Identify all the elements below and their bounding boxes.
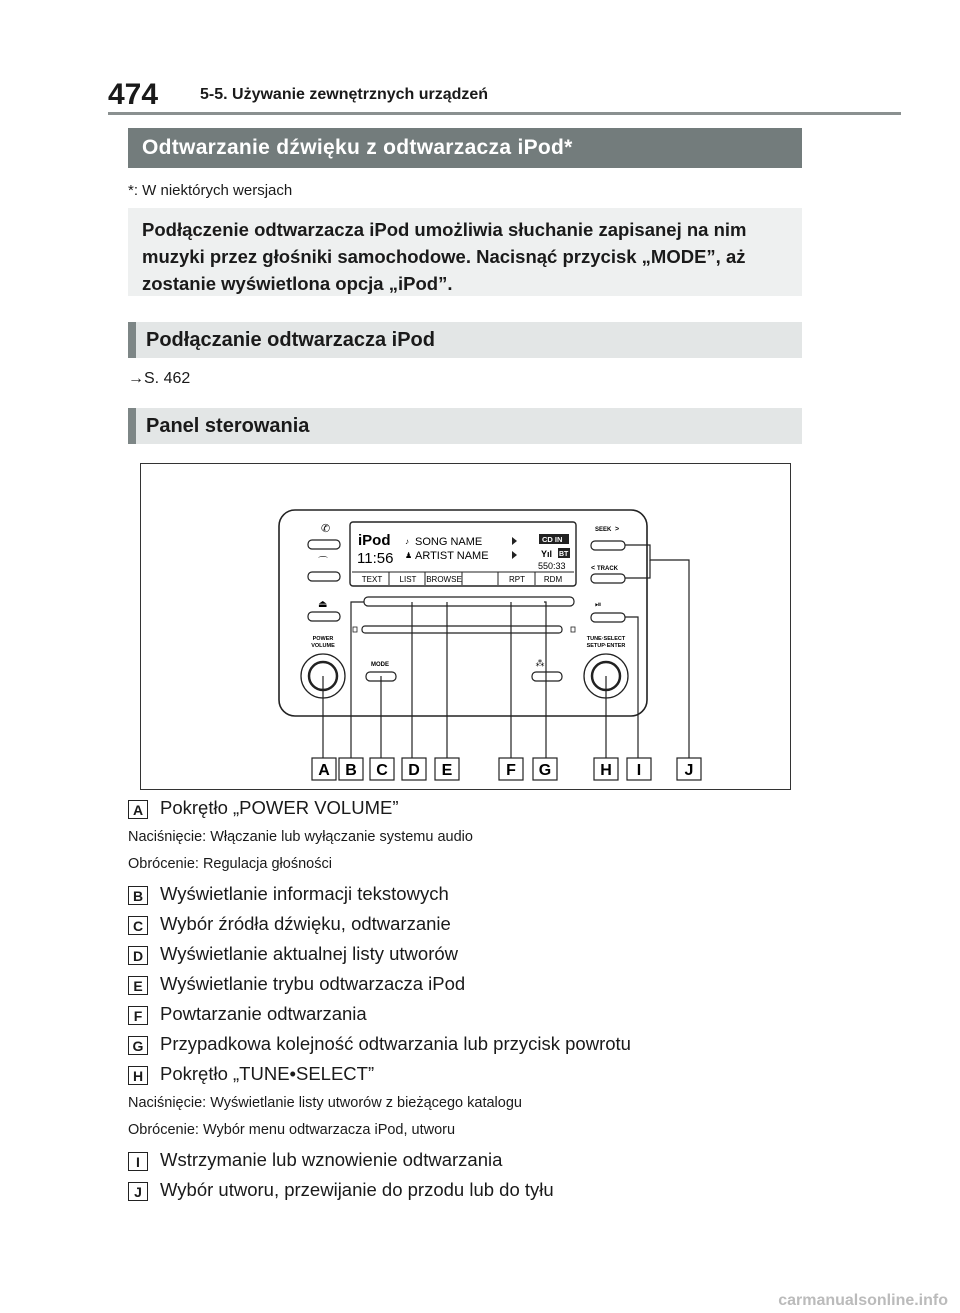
footer-watermark: carmanualsonline.info	[778, 1292, 948, 1309]
eject-button[interactable]	[308, 612, 340, 621]
softkey-rpt: RPT	[509, 575, 525, 584]
artist-name: ARTIST NAME	[415, 550, 489, 562]
softkey-rdm: RDM	[543, 575, 563, 584]
callout-b: B	[345, 762, 357, 779]
bt-text: BT	[559, 551, 569, 558]
legend-text: Powtarzanie odtwarzania	[160, 1003, 367, 1024]
intro-box: Podłączenie odtwarzacza iPod umożliwia słuchanie zapisanej na nim muzyki przez głośniki samochodowe. Nacisnąć przycisk „MODE”, aż zostanie wyświetlona opcja „iPod”.	[128, 208, 802, 296]
song-name: SONG NAME	[415, 536, 483, 548]
phone-icon: ✆	[321, 523, 331, 535]
note-icon: ♪	[405, 537, 409, 546]
display-time: 11:56	[357, 550, 394, 567]
hangup-button[interactable]	[308, 572, 340, 581]
tune-label-2: SETUP·ENTER	[586, 643, 626, 649]
legend-label: F	[128, 1006, 148, 1025]
power-label-2: VOLUME	[311, 643, 335, 649]
reference-text: S. 462	[144, 370, 191, 387]
section-panel-title: Panel sterowania	[128, 408, 802, 444]
legend-label: E	[128, 976, 148, 995]
track-label: TRACK	[597, 566, 618, 572]
mode-label: MODE	[371, 662, 389, 668]
section-connect-title: Podłączanie odtwarzacza iPod	[128, 322, 802, 358]
legend-sub: Naciśnięcie: Wyświetlanie listy utworów z bieżącego katalogu	[128, 1095, 522, 1111]
random-icon: ⁂	[535, 658, 545, 668]
callout-a: A	[318, 762, 330, 779]
legend-label: D	[128, 946, 148, 965]
legend-item-a	[128, 797, 399, 819]
legend-text: Pokrętło „POWER VOLUME”	[160, 797, 399, 818]
callout-letters	[312, 758, 701, 780]
track-arrow-icon: <	[591, 565, 596, 572]
section-title-bar: Odtwarzanie dźwięku z odtwarzacza iPod*	[128, 128, 802, 168]
display-source: iPod	[358, 532, 391, 549]
legend-item-i	[128, 1149, 502, 1171]
footnote: *: W niektórych wersjach	[128, 182, 293, 199]
seek-label: SEEK	[595, 527, 612, 533]
callout-f: F	[506, 762, 516, 779]
legend-item-e	[128, 973, 465, 995]
callout-g: G	[538, 762, 552, 779]
softkey-text: TEXT	[361, 575, 383, 584]
header-rule	[108, 112, 901, 115]
track-button[interactable]	[591, 574, 625, 583]
callout-j: J	[684, 762, 694, 779]
phone-button[interactable]	[308, 540, 340, 549]
random-button[interactable]	[532, 672, 562, 681]
arrow-icon: →	[128, 370, 144, 387]
legend-label: B	[128, 886, 148, 905]
callout-e: E	[441, 762, 453, 779]
softkey-browse: BROWSE	[426, 575, 462, 584]
legend-item-g	[128, 1033, 631, 1055]
legend-text: Wstrzymanie lub wznowienie odtwarzania	[160, 1149, 503, 1170]
tune-label-1: TUNE·SELECT	[586, 636, 626, 642]
eject-icon: ⏏	[318, 599, 328, 610]
seek-arrow-icon: >	[615, 526, 620, 533]
control-panel-figure	[140, 463, 791, 790]
legend-label: G	[128, 1036, 148, 1055]
legend-text: Wybór źródła dźwięku, odtwarzanie	[160, 913, 451, 934]
legend-item-h	[128, 1063, 374, 1085]
power-label-1: POWER	[312, 636, 334, 642]
track-time: 550:33	[538, 561, 566, 571]
callout-d: D	[408, 762, 420, 779]
legend-text: Wyświetlanie aktualnej listy utworów	[160, 943, 459, 964]
legend-item-d	[128, 943, 458, 965]
callout-i: I	[636, 762, 642, 779]
legend-sub: Obrócenie: Wybór menu odtwarzacza iPod, utworu	[128, 1122, 456, 1138]
legend-label: C	[128, 916, 148, 935]
seek-button[interactable]	[591, 541, 625, 550]
cd-in-text: CD IN	[542, 535, 563, 544]
softkey-list: LIST	[399, 575, 417, 584]
legend-text: Wyświetlanie trybu odtwarzacza iPod	[160, 973, 466, 994]
callout-h: H	[600, 762, 612, 779]
play-pause-icon: ⏯	[595, 600, 602, 609]
legend-sub: Naciśnięcie: Włączanie lub wyłączanie systemu audio	[128, 829, 473, 845]
legend-sub: Obrócenie: Regulacja głośności	[128, 856, 332, 872]
legend-label: H	[128, 1066, 148, 1085]
legend-item-c	[128, 913, 451, 935]
hangup-icon: ⌒	[318, 557, 328, 568]
softkey-button-strip[interactable]	[364, 597, 574, 606]
legend-text: Wyświetlanie informacji tekstowych	[160, 883, 449, 904]
page-number: 474	[108, 78, 159, 111]
page-reference[interactable]	[128, 370, 190, 388]
legend-text: Przypadkowa kolejność odtwarzania lub przycisk powrotu	[160, 1033, 631, 1054]
legend-item-b	[128, 883, 449, 905]
legend-text: Wybór utworu, przewijanie do przodu lub do tyłu	[160, 1179, 554, 1200]
legend-label: I	[128, 1152, 148, 1171]
signal-icon: Yıl	[541, 549, 553, 559]
legend-label: A	[128, 800, 148, 819]
cd-slot	[362, 626, 562, 633]
legend-item-j	[128, 1179, 554, 1201]
legend-item-f	[128, 1003, 367, 1025]
chapter-title: 5-5. Używanie zewnętrznych urządzeń	[200, 86, 489, 103]
person-icon: ♟	[405, 551, 413, 560]
callout-c: C	[376, 762, 388, 779]
legend-label: J	[128, 1182, 148, 1201]
legend-text: Pokrętło „TUNE•SELECT”	[160, 1063, 375, 1084]
play-pause-button[interactable]	[591, 613, 625, 622]
